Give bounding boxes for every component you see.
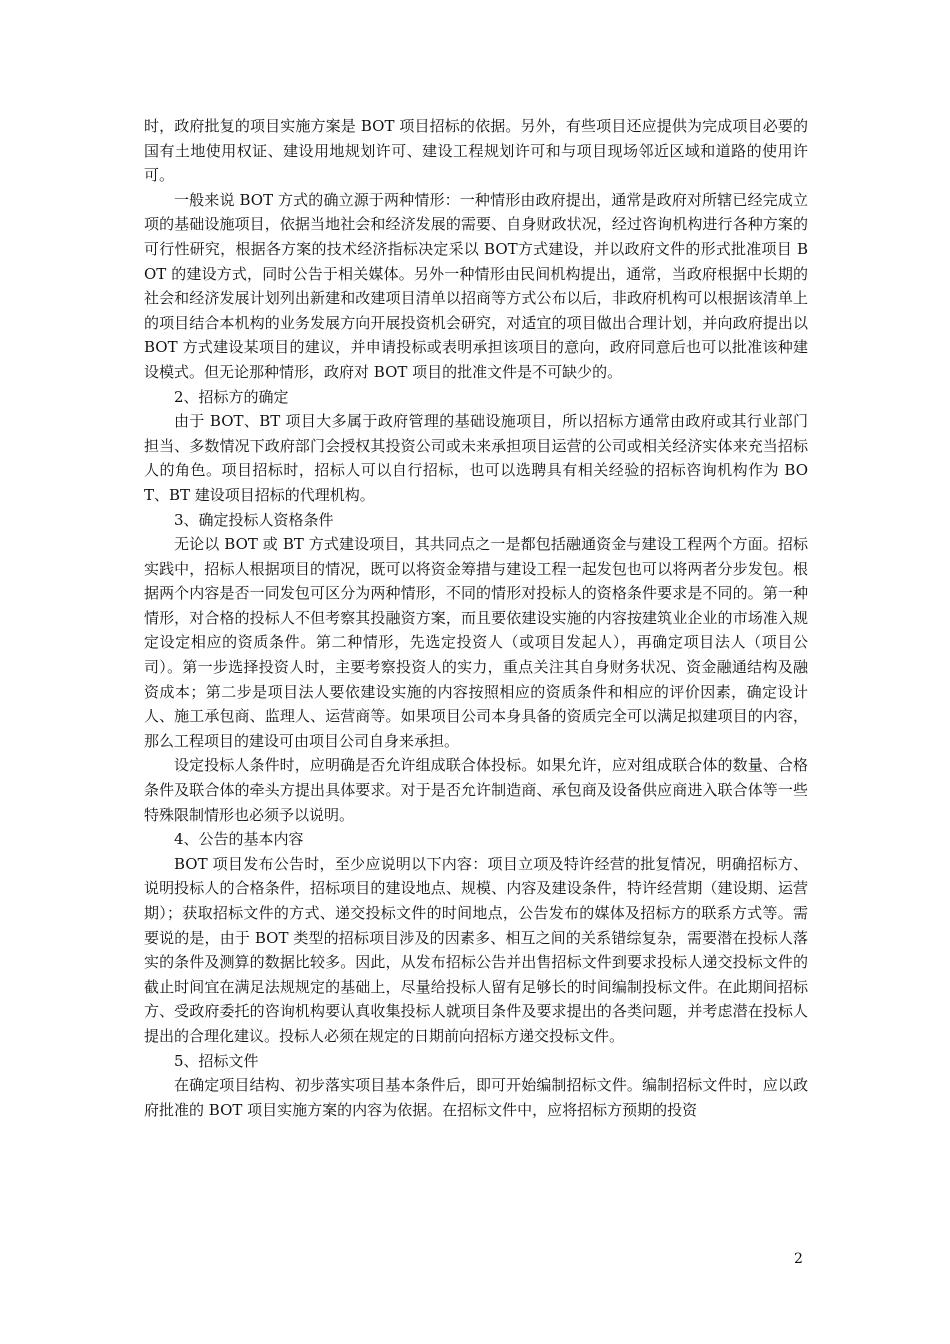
section-heading-2: 2、招标方的确定 (174, 387, 289, 406)
paragraph-announcement: BOT 项目发布公告时，至少应说明以下内容：项目立项及特许经营的批复情况，明确招标方、说明投标人的合格条件，招标项目的建设地点、规模、内容及建设条件，特许经营期（建设期、运营期）；获取招标文件的方式、递交投标文件的时间地点，公告发布的媒体及招标方的联系方式等。需要说的是，由于 BOT 类型的招标项目涉及的因素多、相互之间的关系错综复杂，需要潜在投标人落实的条件及测算的数据比较多。因此，从发布招标公告并出售招标文件到要求投标人递交投标文件的截止时间宜在满足法规规定的基础上，尽量给投标人留有足够长的时间编制投标文件。在此期间招标方、受政府委托的咨询机构要认真收集投标人就项目条件及要求提出的各类问题，并考虑潜在投标人提出的合理化建议。投标人必须在规定的日期前向招标方递交投标文件。 (144, 854, 808, 1045)
document-page (144, 114, 808, 1122)
page-number: 2 (794, 1251, 803, 1267)
section-heading-4: 4、公告的基本内容 (174, 830, 304, 849)
section-heading-5: 5、招标文件 (174, 1051, 259, 1070)
paragraph-bidder-qualification: 无论以 BOT 或 BT 方式建设项目，其共同点之一是都包括融通资金与建设工程两个方面。招标实践中，招标人根据项目的情况，既可以将资金筹措与建设工程一起发包也可以将两者分步发包。根据两个内容是否一同发包可区分为两种情形，不同的情形对投标人的资格条件要求是不同的。第一种情形，对合格的投标人不但考察其投融资方案，而且要依建设实施的内容按建筑业企业的市场准入规定设定相应的资质条件。第二种情形，先选定投资人（或项目发起人），再确定项目法人（项目公司）。第一步选择投资人时，主要考察投资人的实力，重点关注其自身财务状况、资金融通结构及融资成本；第二步是项目法人要依建设实施的内容按照相应的资质条件和相应的评价因素，确定设计人、施工承包商、监理人、运营商等。如果项目公司本身具备的资质完全可以满足拟建项目的内容，那么工程项目的建设可由项目公司自身来承担。 (144, 535, 808, 750)
paragraph-bot-origin: 一般来说 BOT 方式的确立源于两种情形：一种情形由政府提出，通常是政府对所辖已经完成立项的基础设施项目，依据当地社会和经济发展的需要、自身财政状况，经过咨询机构进行各种方案的可行性研究，根据各方案的技术经济指标决定采以 BOT方式建设，并以政府文件的形式批准项目 BOT 的建设方式，同时公告于相关媒体。另外一种情形由民间机构提出，通常，当政府根据中长期的社会和经济发展计划列出新建和改建项目清单以招商等方式公布以后，非政府机构可以根据该清单上的项目结合本机构的业务发展方向开展投资机会研究，对适宜的项目做出合理计划，并向政府提出以 BOT 方式建设某项目的建议，并申请投标或表明承担该项目的意向，政府同意后也可以批准该种建设模式。但无论那种情形，政府对 BOT 项目的批准文件是不可缺少的。 (144, 190, 808, 381)
paragraph-tenderer: 由于 BOT、BT 项目大多属于政府管理的基础设施项目，所以招标方通常由政府或其行业部门担当、多数情况下政府部门会授权其投资公司或未来承担项目运营的公司或相关经济实体来充当招标人的角色。项目招标时，招标人可以自行招标，也可以选聘具有相关经验的招标咨询机构作为 BOT、BT 建设项目招标的代理机构。 (144, 412, 808, 504)
section-heading-3: 3、确定投标人资格条件 (174, 510, 334, 529)
paragraph-continuation: 时，政府批复的项目实施方案是 BOT 项目招标的依据。另外，有些项目还应提供为完成项目必要的国有土地使用权证、建设用地规划许可、建设工程规划许可和与项目现场邻近区域和道路的使用许可。 (144, 117, 808, 185)
paragraph-tender-documents: 在确定项目结构、初步落实项目基本条件后，即可开始编制招标文件。编制招标文件时，应以政府批准的 BOT 项目实施方案的内容为依据。在招标文件中，应将招标方预期的投资 (144, 1076, 808, 1119)
paragraph-consortium: 设定投标人条件时，应明确是否允许组成联合体投标。如果允许，应对组成联合体的数量、合格条件及联合体的牵头方提出具体要求。对于是否允许制造商、承包商及设备供应商进入联合体等一些特殊限制情形也必须予以说明。 (144, 756, 808, 824)
